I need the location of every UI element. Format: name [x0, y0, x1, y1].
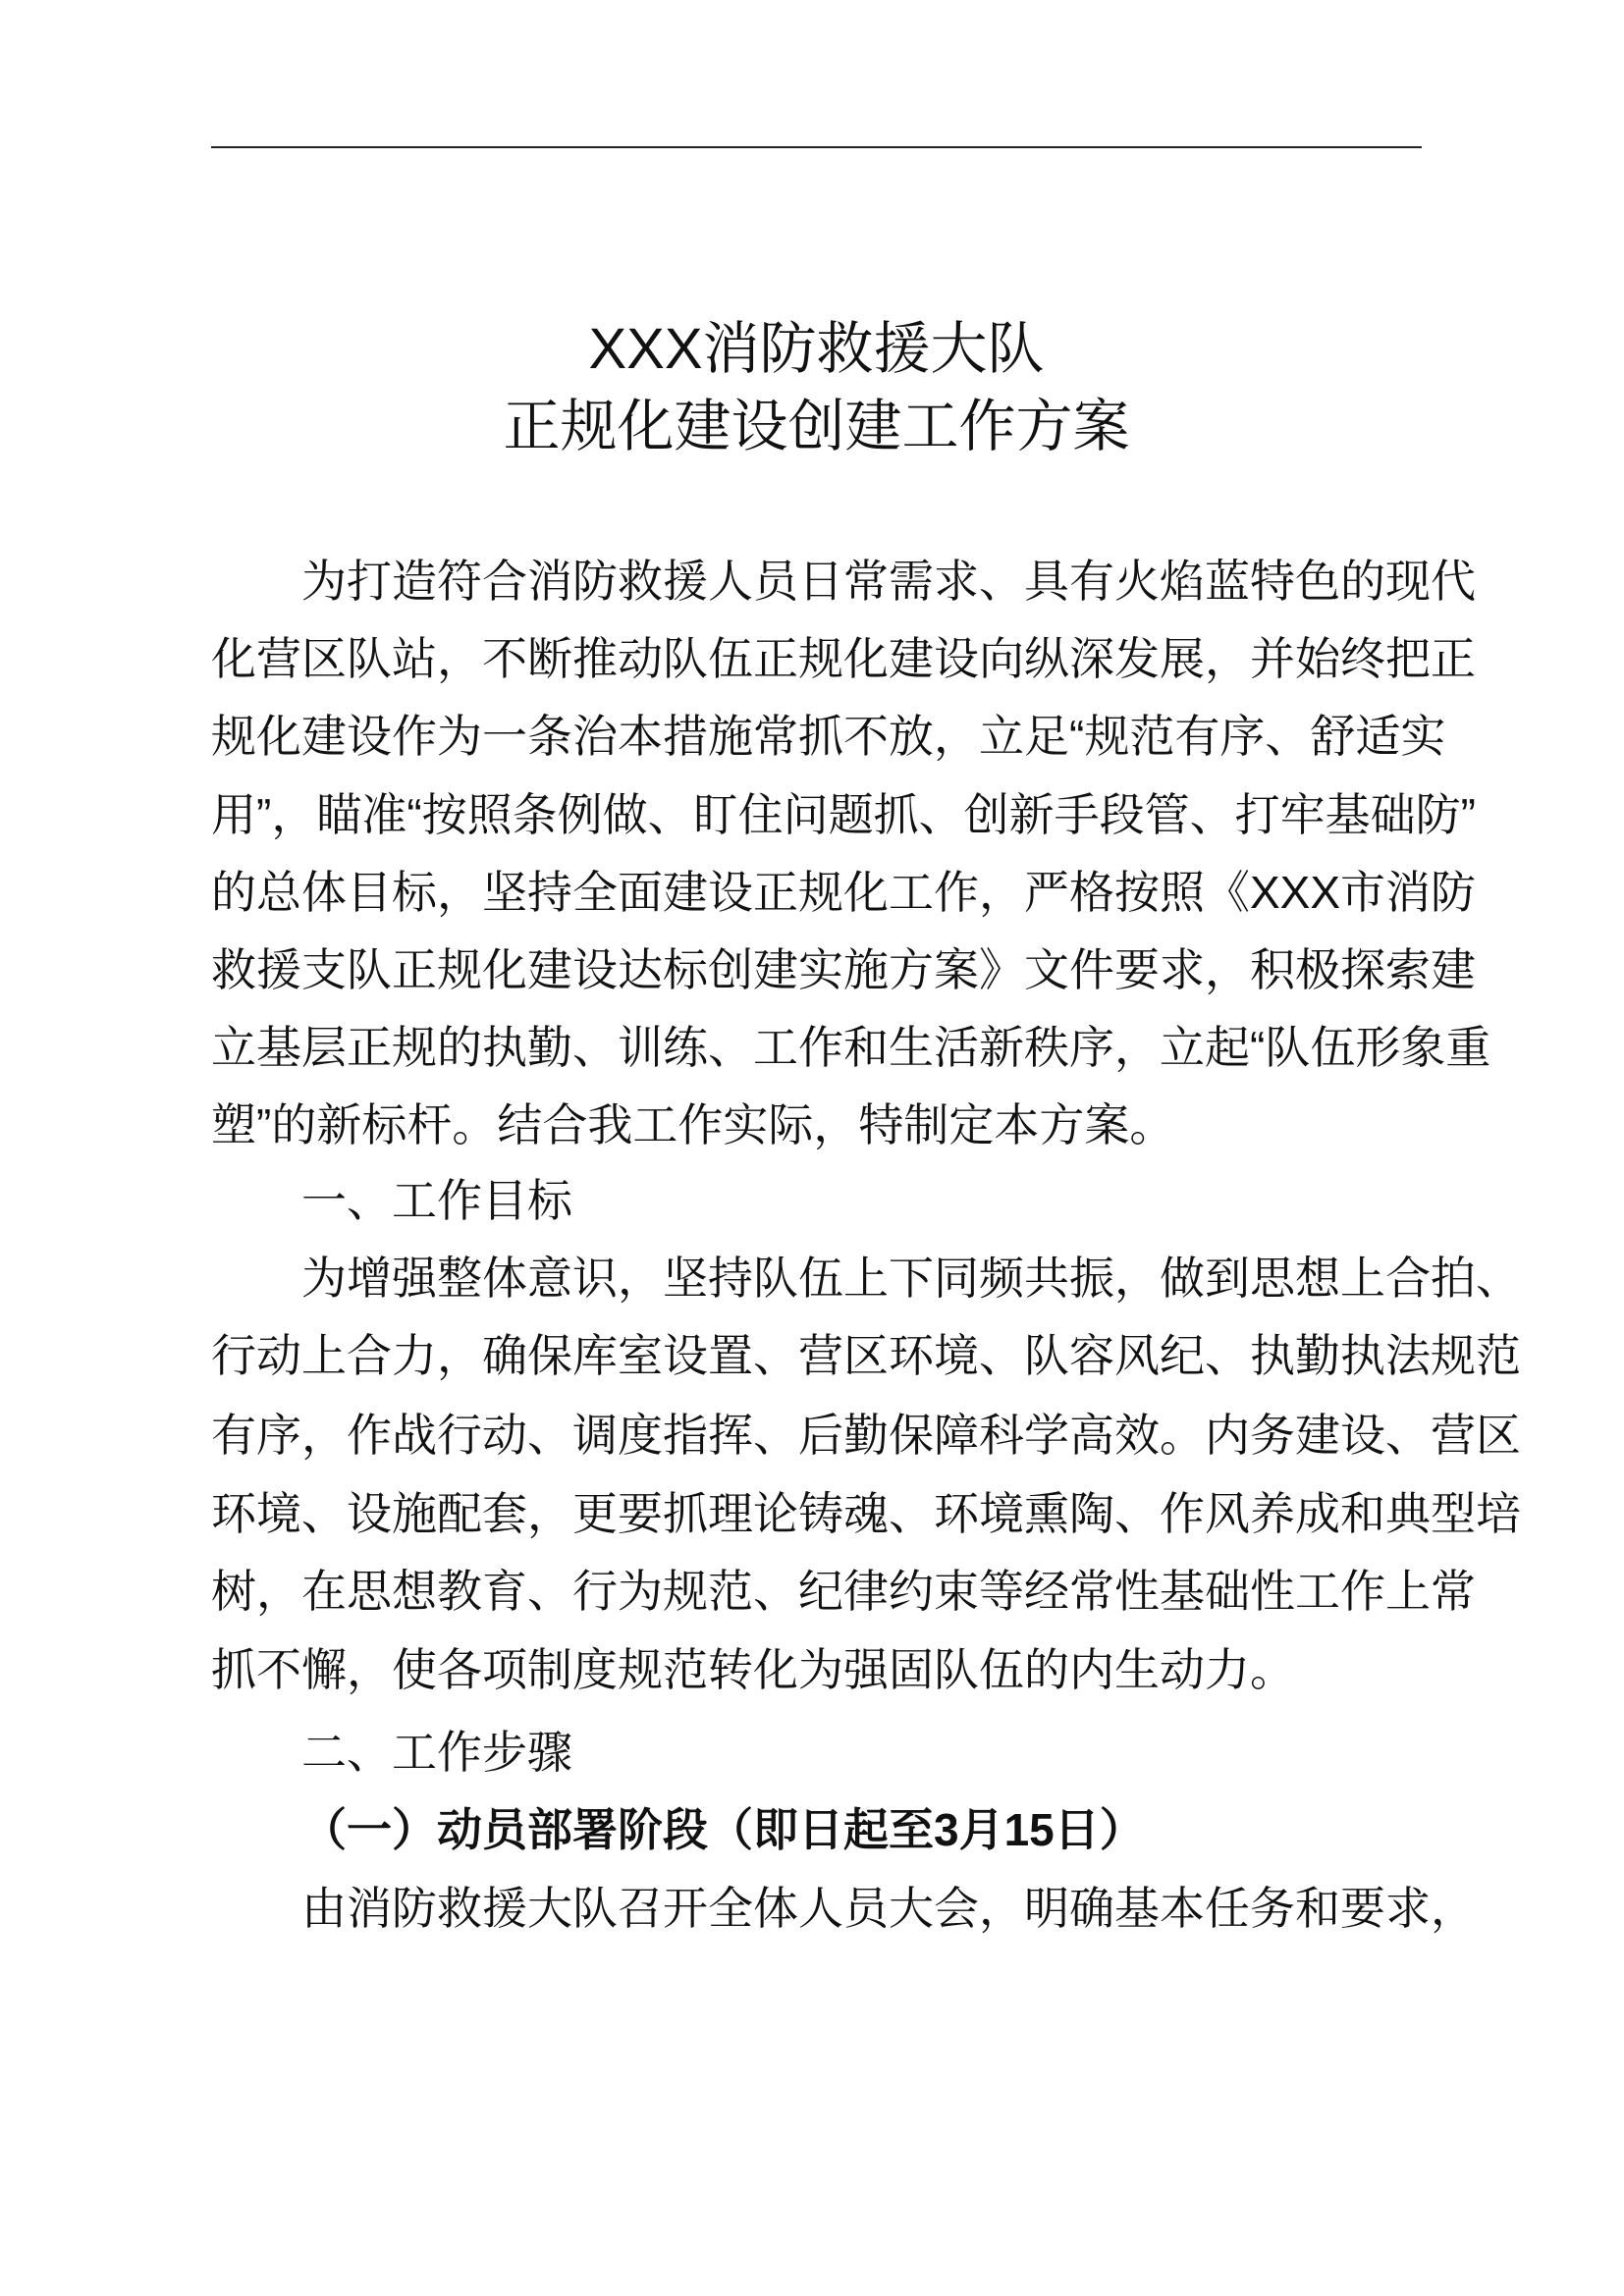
section-heading: 一、工作目标 [301, 1175, 572, 1226]
paragraph-line: 有序，作战行动、调度指挥、后勤保障科学高效。内务建设、营区 [211, 1410, 1521, 1461]
section-heading: 二、工作步骤 [301, 1727, 572, 1778]
paragraph-line: 立基层正规的执勤、训练、工作和生活新秩序，立起“队伍形象重 [211, 1022, 1491, 1073]
document-title-line2: 正规化建设创建工作方案 [503, 395, 1130, 458]
paragraph-line: 规化建设作为一条治本措施常抓不放，立足“规范有序、舒适实 [211, 711, 1446, 762]
paragraph-line: 救援支队正规化建设达标创建实施方案》文件要求，积极探索建 [211, 944, 1476, 995]
paragraph-line: 环境、设施配套，更要抓理论铸魂、环境熏陶、作风养成和典型培 [211, 1488, 1521, 1539]
paragraph-line: 为打造符合消防救援人员日常需求、具有火焰蓝特色的现代 [301, 556, 1476, 607]
paragraph-line: 抓不懈，使各项制度规范转化为强固队伍的内生动力。 [211, 1644, 1295, 1695]
document-title-line1: XXX消防救援大队 [588, 317, 1045, 381]
section-subheading: （一）动员部署阶段（即日起至3月15日） [301, 1804, 1145, 1855]
paragraph-line: 的总体目标，坚持全面建设正规化工作，严格按照《XXX市消防 [211, 867, 1477, 918]
paragraph-line: 用”，瞄准“按照条例做、盯住问题抓、创新手段管、打牢基础防” [211, 789, 1476, 840]
paragraph-line: 塑”的新标杆。结合我工作实际，特制定本方案。 [211, 1099, 1175, 1150]
paragraph-line: 由消防救援大队召开全体人员大会，明确基本任务和要求， [301, 1883, 1476, 1934]
paragraph-line: 行动上合力，确保库室设置、营区环境、队容风纪、执勤执法规范 [211, 1330, 1521, 1381]
paragraph-line: 化营区队站，不断推动队伍正规化建设向纵深发展，并始终把正 [211, 633, 1476, 684]
paragraph-line: 树，在思想教育、行为规范、纪律约束等经常性基础性工作上常 [211, 1566, 1476, 1617]
paragraph-line: 为增强整体意识，坚持队伍上下同频共振，做到思想上合拍、 [301, 1253, 1521, 1304]
header-rule [211, 146, 1422, 148]
